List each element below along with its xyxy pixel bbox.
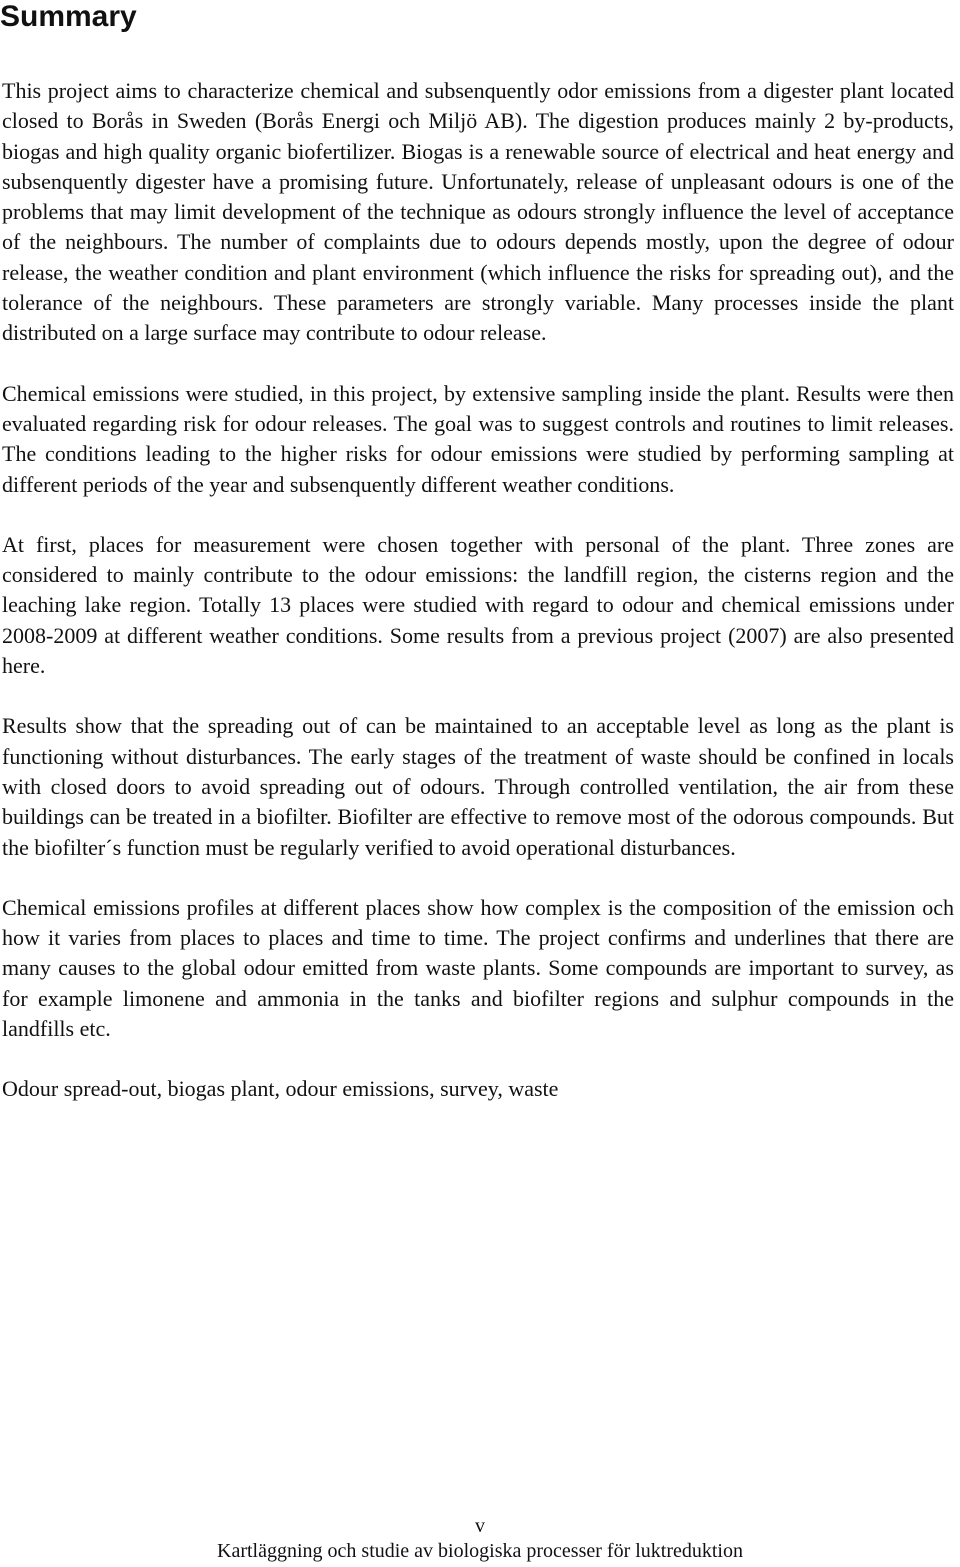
paragraph-emission-profiles: Chemical emissions profiles at different places show how complex is the composition of the emission och how it varies from places to places and time to time. The project confirms and underlines that there are many causes to the global odour emitted from waste plants. Some compounds are important to survey, as for example limonene and ammonia in the tanks and biofilter regions and sulphur compounds in the landfills etc. bbox=[2, 894, 954, 1042]
paragraph-results: Results show that the spreading out of can be maintained to an acceptable level as long as the plant is functioning without disturbances. The early stages of the treatment of waste should be confined in locals with closed doors to avoid spreading out of odours. Through controlled ventilation, the air from these buildings can be treated in a biofilter. Biofilter are effective to remove most of the odorous compounds. But the biofilter´s function must be regularly verified to avoid operational disturbances. bbox=[2, 713, 954, 860]
running-title: Kartläggning och studie av biologiska processer för luktreduktion bbox=[217, 1540, 743, 1562]
keywords-line: Odour spread-out, biogas plant, odour emissions, survey, waste bbox=[2, 1076, 559, 1102]
page-number: v bbox=[475, 1515, 485, 1537]
section-heading: Summary bbox=[0, 0, 137, 33]
summary-body bbox=[2, 76, 954, 1105]
paragraph-measurement-places: At first, places for measurement were chosen together with personal of the plant. Three zones are considered to mainly contribute to the odour emissions: the landfill region, the cisterns region and the leaching lake region. Totally 13 places were studied with regard to odour and chemical emissions under 2008-2009 at different weather conditions. Some results from a previous project (2007) are also presented here. bbox=[2, 531, 954, 679]
paragraph-introduction: This project aims to characterize chemical and subsenquently odor emissions from a digester plant located closed to Borås in Sweden (Borås Energi och Miljö AB). The digestion produces mainly 2 by-products, biogas and high quality organic biofertilizer. Biogas is a renewable source of electrical and heat energy and subsenquently digester have a promising future. Unfortunately, release of unpleasant odours is one of the problems that may limit development of the technique as odours strongly influence the level of acceptance of the neighbours. The number of complaints due to odours depends mostly, upon the degree of odour release, the weather condition and plant environment (which influence the risks for spreading out), and the tolerance of the neighbours. These parameters are strongly variable. Many processes inside the plant distributed on a large surface may contribute to odour release. bbox=[2, 78, 954, 346]
paragraph-chemical-emissions: Chemical emissions were studied, in this project, by extensive sampling inside the plant. Results were then evaluated regarding risk for odour releases. The goal was to suggest controls and routines to limit releases. The conditions leading to the higher risks for odour emissions were studied by performing sampling at different periods of the year and subsenquently different weather conditions. bbox=[2, 380, 954, 497]
page-footer bbox=[0, 1514, 960, 1564]
